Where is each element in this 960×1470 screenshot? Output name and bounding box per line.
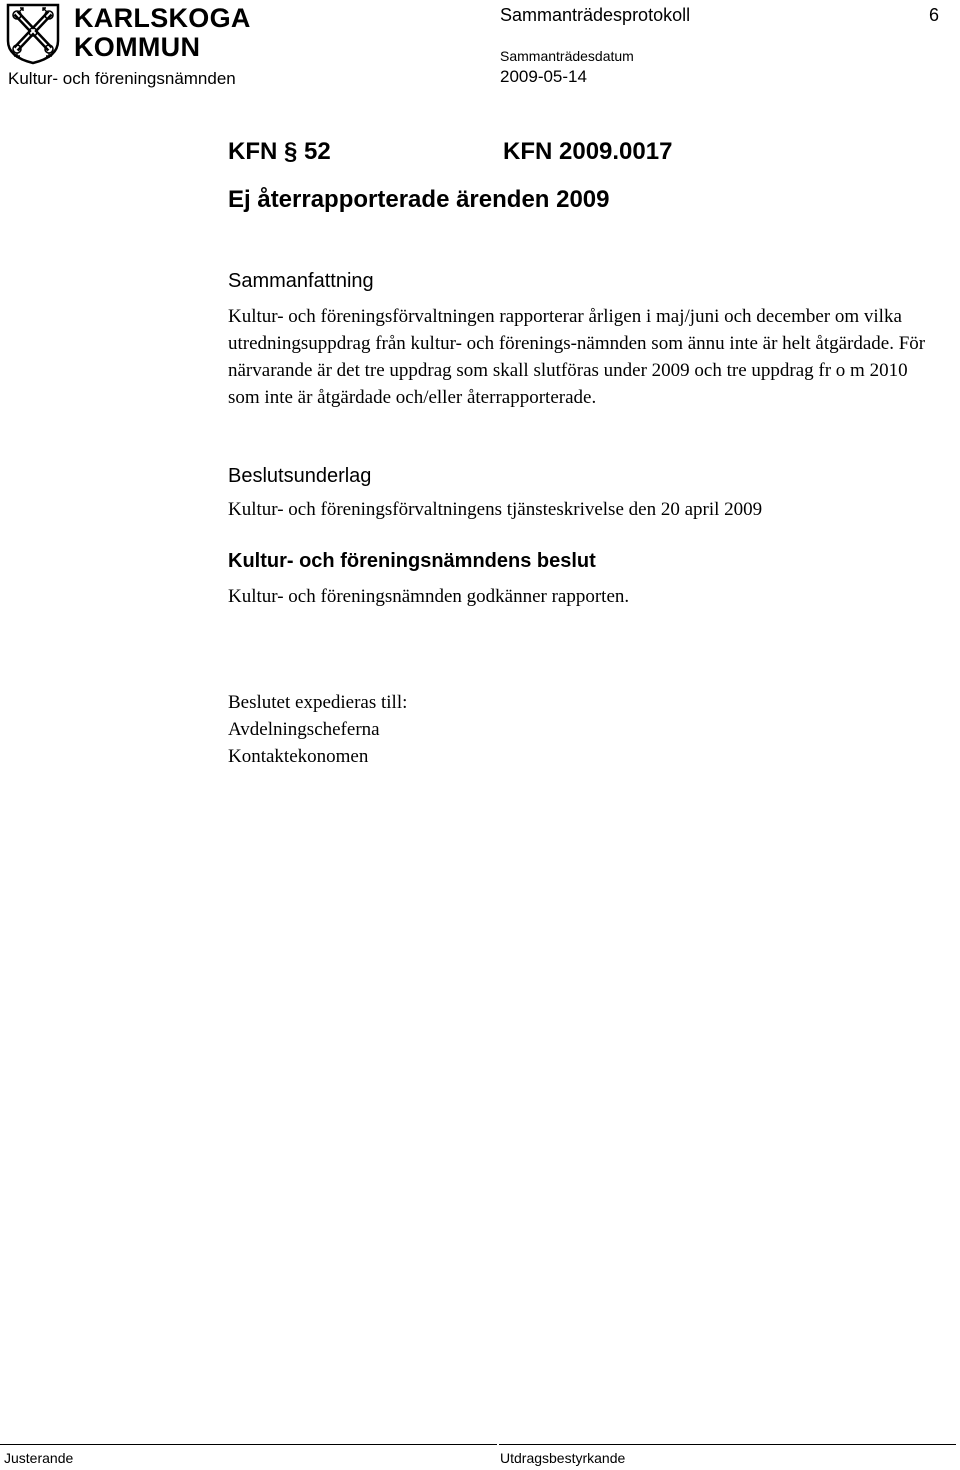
dispatch-recipient: Avdelningscheferna [228, 719, 380, 740]
paragraph-number: KFN § 52 [228, 138, 331, 165]
summary-heading: Sammanfattning [228, 270, 374, 292]
case-number: KFN 2009.0017 [503, 138, 673, 165]
committee-name: Kultur- och föreningsnämnden [8, 69, 236, 88]
coat-of-arms-icon [6, 3, 60, 65]
page-number: 6 [929, 5, 940, 25]
summary-text: Kultur- och föreningsförvaltningen rapporterar årligen i maj/juni och december om vilka utredningsuppdrag från kultur- och förenings-nämnden som ännu inte är helt åtgärdade. För närvarande är det tre uppdrag som skall slutföras under 2009 och tre uppdrag fr o m 2010 som inte är åtgärdade och/eller återrapporterade. [228, 306, 926, 408]
organization-name [74, 4, 251, 62]
decision-heading: Kultur- och föreningsnämndens beslut [228, 550, 596, 572]
document-type: Sammanträdesprotokoll [500, 5, 691, 25]
decision-text: Kultur- och föreningsnämnden godkänner rapporten. [228, 586, 630, 607]
org-name-line-1: KARLSKOGA [74, 3, 251, 33]
dispatch-recipient: Kontaktekonomen [228, 746, 369, 767]
org-name-line-2: KOMMUN [74, 32, 201, 62]
dispatch-block [228, 689, 407, 770]
dispatch-label: Beslutet expedieras till: [228, 692, 408, 713]
meeting-date-value: 2009-05-14 [500, 67, 587, 86]
footer-divider-right [499, 1444, 956, 1445]
footer-adjuster-label: Justerande [4, 1450, 74, 1466]
basis-text: Kultur- och föreningsförvaltningens tjänsteskrivelse den 20 april 2009 [228, 499, 763, 520]
footer-divider-left [0, 1444, 497, 1445]
meeting-date-label: Sammanträdesdatum [500, 48, 634, 64]
basis-heading: Beslutsunderlag [228, 465, 372, 487]
page-title: Ej återrapporterade ärenden 2009 [228, 186, 610, 213]
footer-certification-label: Utdragsbestyrkande [500, 1450, 626, 1466]
